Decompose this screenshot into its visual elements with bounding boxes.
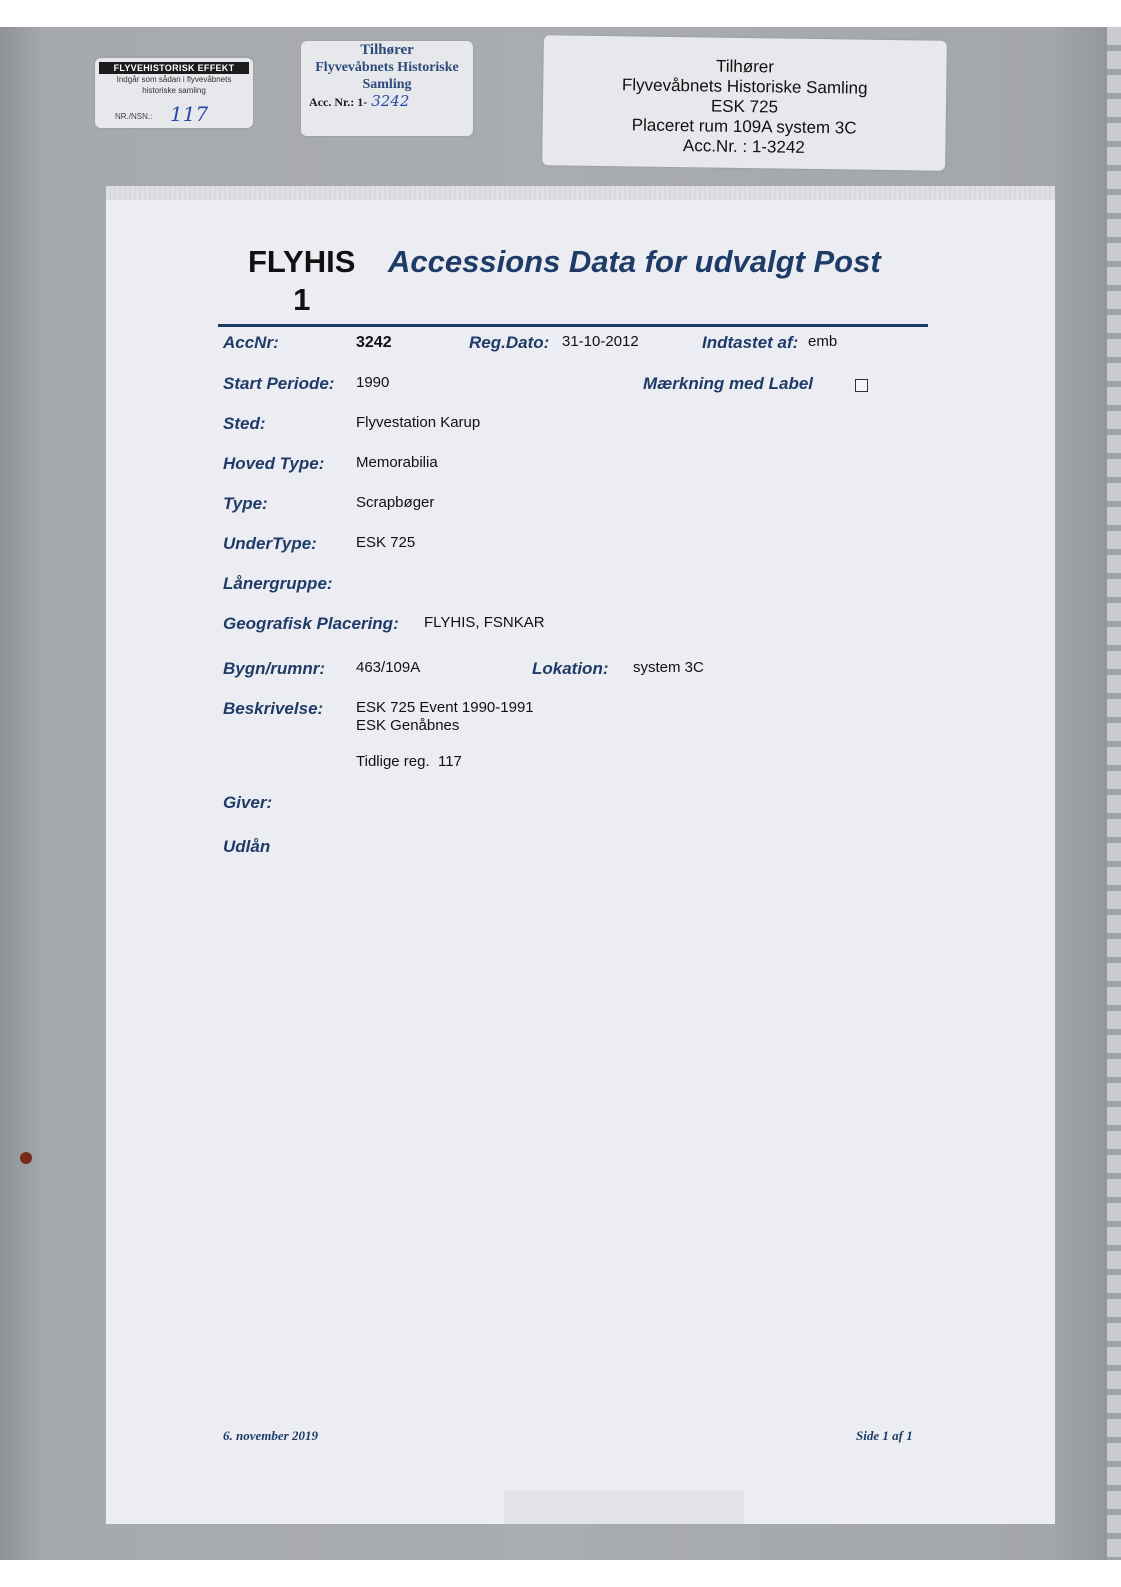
accnr-label: AccNr: (223, 333, 279, 352)
maerkning-label: Mærkning med Label (643, 374, 814, 393)
effekt-sticker-header: FLYVEHISTORISK EFFEKT (99, 62, 249, 74)
lokation-value: system 3C (633, 659, 704, 676)
effekt-sticker-nr-label: NR./NSN.: (115, 112, 153, 121)
beskrivelse-line2: ESK Genåbnes (356, 717, 460, 734)
indtastet-value: emb (808, 333, 838, 350)
small-label-acc-value: 3242 (371, 92, 410, 110)
geografisk-label: Geografisk Placering: (223, 614, 399, 633)
beskrivelse-line1: ESK 725 Event 1990-1991 (356, 699, 534, 716)
effekt-sticker-line1: Indgår som sådan i flyvevåbnets (116, 75, 232, 84)
large-ownership-label (542, 35, 947, 171)
beskrivelse-line3: Tidlige reg. 117 (356, 753, 462, 770)
geografisk-value: FLYHIS, FSNKAR (424, 614, 545, 631)
sted-label: Sted: (223, 414, 266, 433)
maerkning-checkbox[interactable] (855, 379, 868, 392)
effekt-sticker (95, 58, 253, 128)
undertype-value: ESK 725 (356, 534, 416, 551)
start-periode-value: 1990 (356, 374, 390, 391)
small-label-line1: Tilhører (360, 42, 414, 58)
small-label-acc (301, 93, 473, 111)
large-label-line2: Flyvevåbnets Historiske Samling (621, 75, 868, 98)
hoved-type-value: Memorabilia (356, 454, 438, 471)
large-label-line5: Acc.Nr. : 1-3242 (682, 136, 805, 157)
beskrivelse-label: Beskrivelse: (223, 699, 324, 718)
regdato-label: Reg.Dato: (469, 333, 550, 352)
accnr-value: 3242 (356, 334, 392, 351)
udlaan-label: Udlån (223, 837, 271, 856)
bygn-value: 463/109A (356, 659, 421, 676)
title-prefix-text: FLYHIS (248, 244, 356, 279)
effekt-sticker-nr-value: 117 (170, 102, 209, 126)
giver-label: Giver: (223, 793, 273, 812)
small-label-line2: Flyvevåbnets Historiske (315, 60, 459, 75)
small-ownership-label (301, 41, 473, 136)
title-rule (218, 324, 928, 327)
punch-hole (20, 1152, 32, 1164)
page-title: Accessions Data for udvalgt Post (388, 244, 881, 279)
lokation-label: Lokation: (532, 659, 609, 678)
footer-date: 6. november 2019 (223, 1428, 318, 1443)
tape-strip (504, 1491, 744, 1524)
effekt-sticker-line2: historiske samling (142, 86, 206, 95)
regdato-value: 31-10-2012 (562, 333, 639, 350)
paper-top-edge (106, 186, 1055, 200)
type-label: Type: (223, 494, 268, 513)
type-value: Scrapbøger (356, 494, 435, 511)
title-prefix (248, 243, 355, 319)
title-number: 1 (293, 282, 311, 317)
document-page (106, 186, 1055, 1524)
bygn-label: Bygn/rumnr: (223, 659, 325, 678)
sted-value: Flyvestation Karup (356, 414, 481, 431)
large-label-line4: Placeret rum 109A system 3C (631, 115, 857, 138)
undertype-label: UnderType: (223, 534, 317, 553)
footer-page: Side 1 af 1 (856, 1428, 913, 1443)
indtastet-label: Indtastet af: (702, 333, 799, 352)
start-periode-label: Start Periode: (223, 374, 335, 393)
small-label-acc-label: Acc. Nr.: 1- (309, 95, 368, 109)
small-label-line3: Samling (362, 77, 412, 92)
laanergruppe-label: Lånergruppe: (223, 574, 333, 593)
scan-edge (1107, 27, 1121, 1560)
large-label-line1: Tilhører (715, 56, 775, 77)
large-label-line3: ESK 725 (710, 96, 779, 117)
hoved-type-label: Hoved Type: (223, 454, 325, 473)
